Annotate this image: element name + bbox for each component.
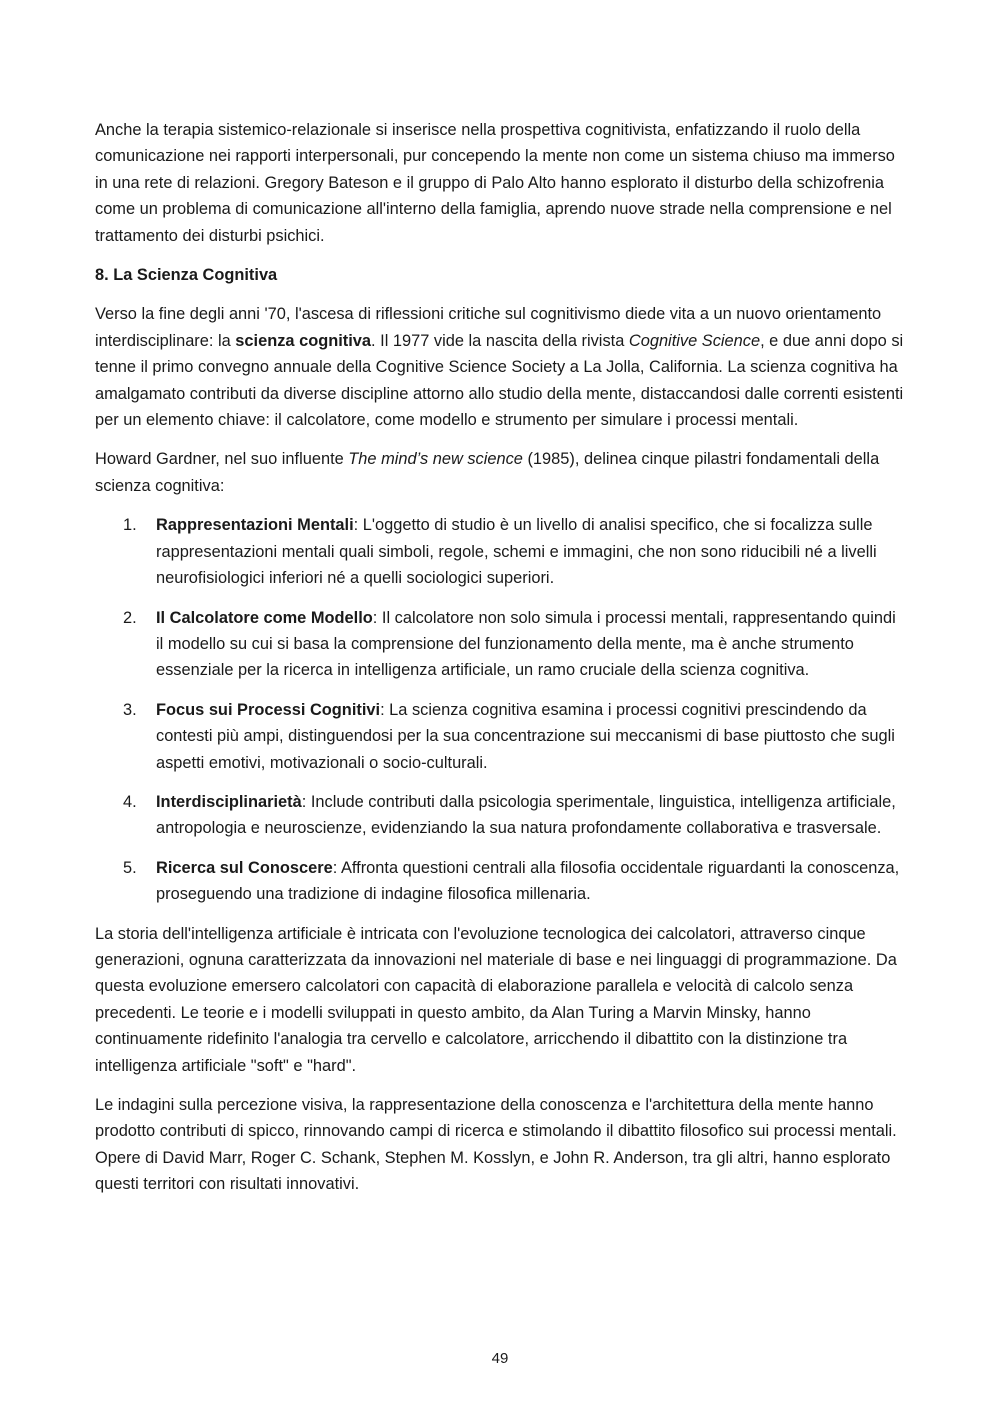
section-heading: 8. La Scienza Cognitiva (95, 266, 278, 285)
list-number: 4. (123, 792, 137, 811)
text-span: (1985), delinea cinque pilastri fondamentali della scienza cognitiva: (95, 450, 880, 495)
list-number: 1. (123, 516, 137, 535)
paragraph-gardner (95, 446, 907, 499)
list-text: : Affronta questioni centrali alla filosofia occidentale riguardanti la conoscenza, proseguendo una tradizione di indagine filosofica millenaria. (156, 858, 900, 904)
list-term: Ricerca sul Conoscere (156, 858, 333, 877)
list-item (95, 789, 907, 842)
list-number: 3. (123, 700, 137, 719)
list-item (95, 605, 907, 684)
book-title: The mind’s new science (348, 450, 523, 469)
list-term: Interdisciplinarietà (156, 792, 302, 811)
list-item (95, 512, 907, 591)
list-text: : Il calcolatore non solo simula i processi mentali, rappresentando quindi il modello su cui si basa la comprensione del funzionamento della mente, ma è anche strumento essenziale per la ricerca in intelligenza artificiale, un ramo cruciale della scienza cognitiva. (156, 608, 896, 680)
paragraph-cognitive-science-origin (95, 301, 907, 433)
list-term: Rappresentazioni Mentali (156, 516, 354, 535)
bold-term: scienza cognitiva (235, 331, 372, 350)
text-span: Howard Gardner, nel suo influente (95, 450, 349, 469)
page-number: 49 (491, 1350, 509, 1367)
list-number: 5. (123, 858, 137, 877)
paragraph-ai-history: La storia dell'intelligenza artificiale è intricata con l'evoluzione tecnologica dei calcolatori, attraverso cinque generazioni, ognuna caratterizzata da innovazioni nel materiale di base e nei linguaggi di programmazione. Da questa evoluzione emersero calcolatori con capacità di elaborazione parallela e velocità di calcolo senza precedenti. Le teorie e i modelli sviluppati in questo ambito, da Alan Turing a Marvin Minsky, hanno continuamente ridefinito l'analogia tra cervello e calcolatore, arricchendo il dibattito con la distinzione tra intelligenza artificiale "soft" e "hard". (95, 924, 897, 1075)
list-term: Il Calcolatore come Modello (156, 608, 373, 627)
journal-title: Cognitive Science (628, 331, 761, 350)
text-span: . Il 1977 vide la nascita della rivista (371, 331, 629, 350)
page-content (95, 117, 907, 1211)
paragraph-research-fields: Le indagini sulla percezione visiva, la rappresentazione della conoscenza e l'architettura della mente hanno prodotto contributi di spicco, rinnovando campi di ricerca e stimolando il dibattito filosofico sui processi mentali. Opere di David Marr, Roger C. Schank, Stephen M. Kosslyn, e John R. Anderson, tra gli altri, hanno esplorato questi territori con risultati innovativi. (95, 1096, 897, 1194)
list-text: : Include contributi dalla psicologia sperimentale, linguistica, intelligenza artificiale, antropologia e neuroscienze, evidenziando la sua natura profondamente collaborativa e trasversale. (156, 792, 896, 838)
list-term: Focus sui Processi Cognitivi (156, 700, 381, 719)
pillars-list (95, 512, 907, 907)
list-item (95, 855, 907, 908)
list-number: 2. (123, 608, 137, 627)
list-text: : L'oggetto di studio è un livello di analisi specifico, che si focalizza sulle rappresentazioni mentali quali simboli, regole, schemi e immagini, che non sono riducibili né a livelli neurofisiologici inferiori né a quelli sociologici superiori. (156, 516, 877, 588)
text-span: Verso la fine degli anni '70, l'ascesa di riflessioni critiche sul cognitivismo diede vita a un nuovo orientamento interdisciplinare: la (95, 305, 882, 350)
paragraph-systemic-therapy: Anche la terapia sistemico-relazionale si inserisce nella prospettiva cognitivista, enfatizzando il ruolo della comunicazione nei rapporti interpersonali, pur concependo la mente non come un sistema chiuso ma immerso in una rete di relazioni. Gregory Bateson e il gruppo di Palo Alto hanno esplorato il disturbo della schizofrenia come un problema di comunicazione all'interno della famiglia, aprendo nuove strade nella comprensione e nel trattamento dei disturbi psichici. (95, 121, 895, 245)
list-text: : La scienza cognitiva esamina i processi cognitivi prescindendo da contesti più ampi, distinguendosi per la sua concentrazione sui meccanismi di base piuttosto che sugli aspetti emotivi, motivazionali o socio-culturali. (156, 700, 895, 772)
list-item (95, 697, 907, 776)
text-span: , e due anni dopo si tenne il primo convegno annuale della Cognitive Science Society a La Jolla, California. La scienza cognitiva ha amalgamato contributi da diverse discipline attorno allo studio della mente, distaccandosi dalle correnti esistenti per un elemento chiave: il calcolatore, come modello e strumento per simulare i processi mentali. (95, 331, 904, 430)
